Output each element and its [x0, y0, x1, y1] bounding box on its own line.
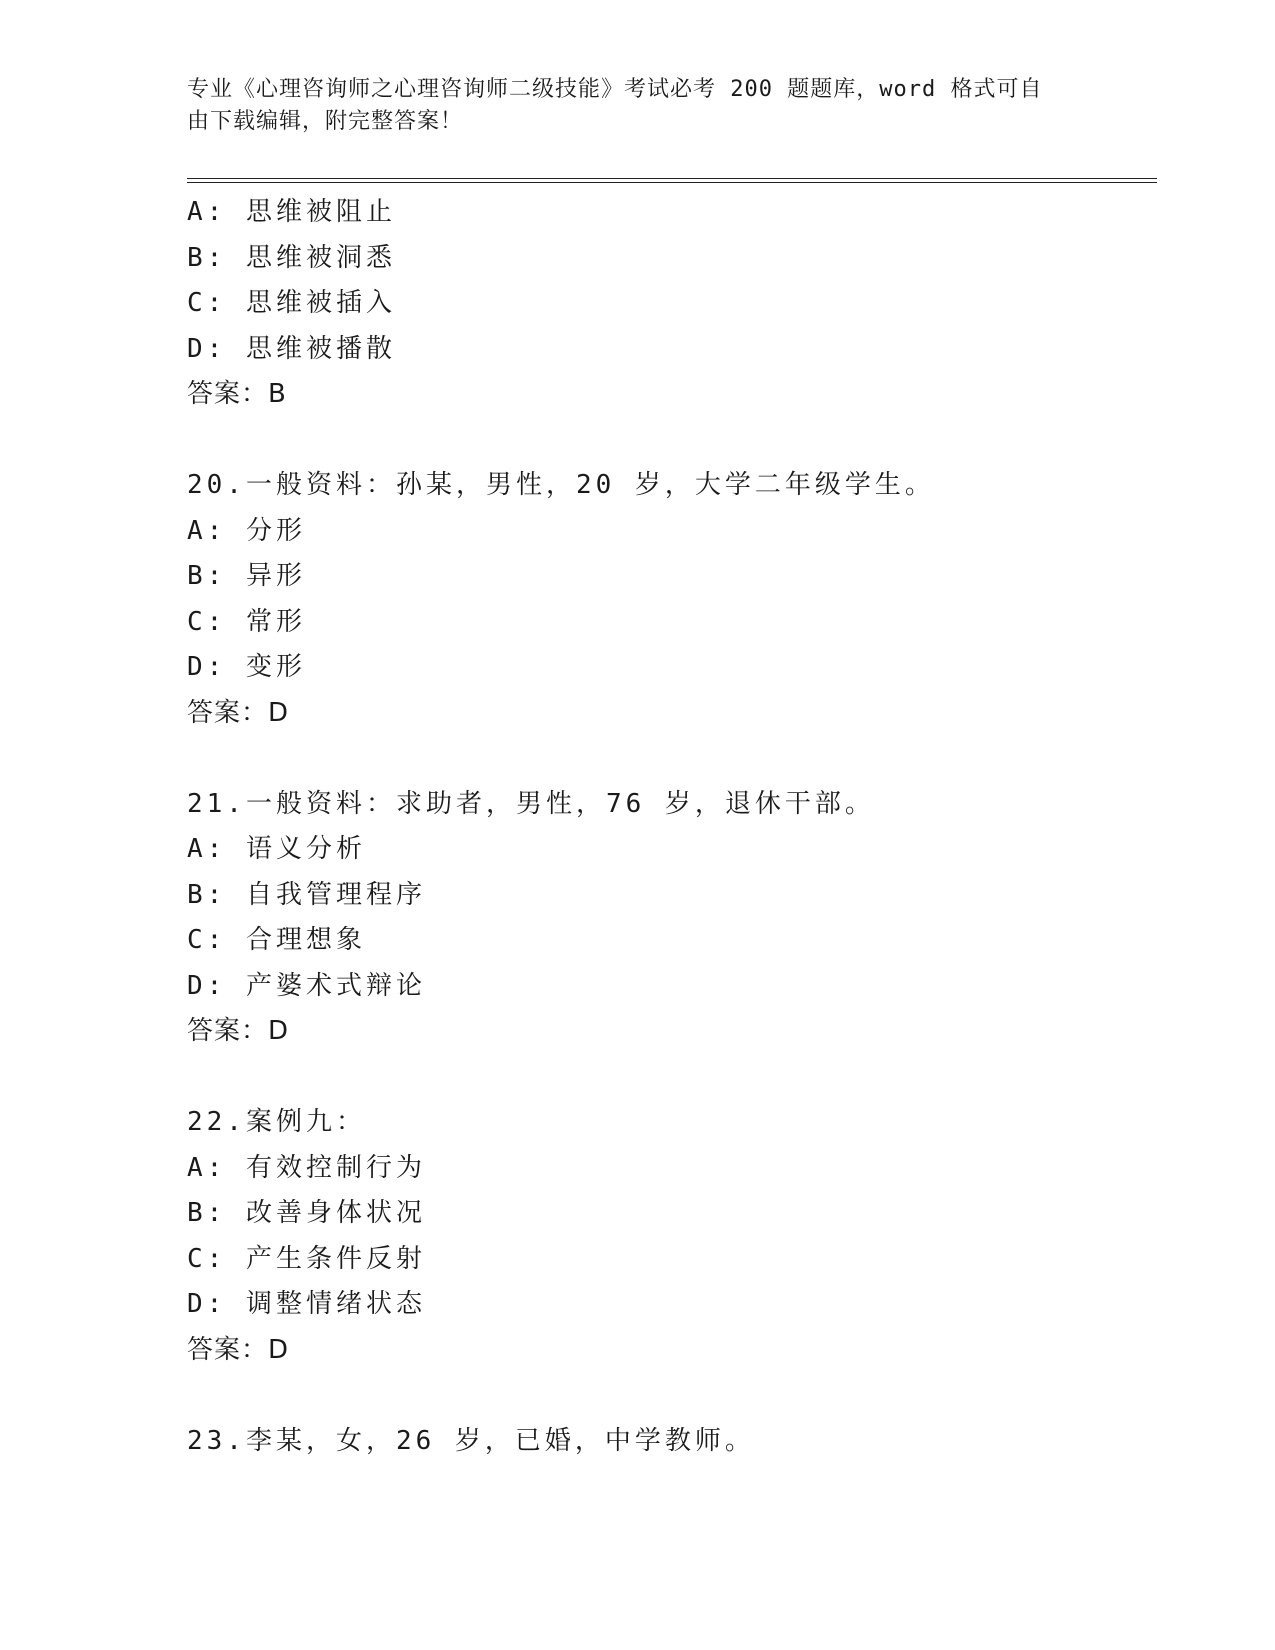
option-b: B: 异形	[187, 561, 306, 591]
option-c: C: 产生条件反射	[187, 1243, 426, 1274]
header-divider	[187, 178, 1157, 183]
block-spacer	[187, 736, 1147, 782]
option-b: B: 思维被洞悉	[187, 242, 396, 273]
document-header	[187, 74, 1067, 138]
option-a: A: 思维被阻止	[187, 197, 396, 227]
block-spacer	[187, 1373, 1147, 1419]
question-block	[187, 1100, 1147, 1373]
option-d: D: 产婆术式辩论	[187, 970, 426, 1001]
question-block	[187, 463, 1147, 736]
option-a: A: 有效控制行为	[187, 1152, 426, 1183]
option-a: A: 语义分析	[187, 834, 366, 864]
header-line-1: 专业《心理咨询师之心理咨询师二级技能》考试必考 200 题题库，word 格式可自	[187, 77, 1043, 102]
header-line-2: 由下载编辑，附完整答案！	[187, 109, 464, 134]
option-b: B: 自我管理程序	[187, 879, 426, 910]
answer-line: 答案：D	[187, 1334, 290, 1365]
option-d: D: 思维被播散	[187, 333, 396, 364]
block-spacer	[187, 418, 1147, 464]
question-text: 21.一般资料：求助者，男性，76 岁，退休干部。	[187, 788, 875, 819]
block-spacer	[187, 1055, 1147, 1101]
question-block	[187, 190, 1147, 418]
question-list	[187, 190, 1147, 1464]
option-d: D: 调整情绪状态	[187, 1289, 426, 1319]
question-text: 23.李某，女，26 岁，已婚，中学教师。	[187, 1425, 755, 1456]
option-c: C: 常形	[187, 606, 306, 637]
question-block	[187, 1419, 1147, 1465]
option-b: B: 改善身体状况	[187, 1198, 426, 1228]
option-c: C: 思维被插入	[187, 288, 396, 318]
question-block	[187, 782, 1147, 1055]
question-text: 20.一般资料：孙某，男性，20 岁，大学二年级学生。	[187, 470, 935, 500]
option-a: A: 分形	[187, 515, 306, 546]
option-c: C: 合理想象	[187, 925, 366, 955]
question-text: 22.案例九：	[187, 1107, 366, 1137]
answer-line: 答案：B	[187, 379, 287, 409]
answer-line: 答案：D	[187, 697, 290, 728]
answer-line: 答案：D	[187, 1016, 290, 1046]
option-d: D: 变形	[187, 652, 306, 682]
